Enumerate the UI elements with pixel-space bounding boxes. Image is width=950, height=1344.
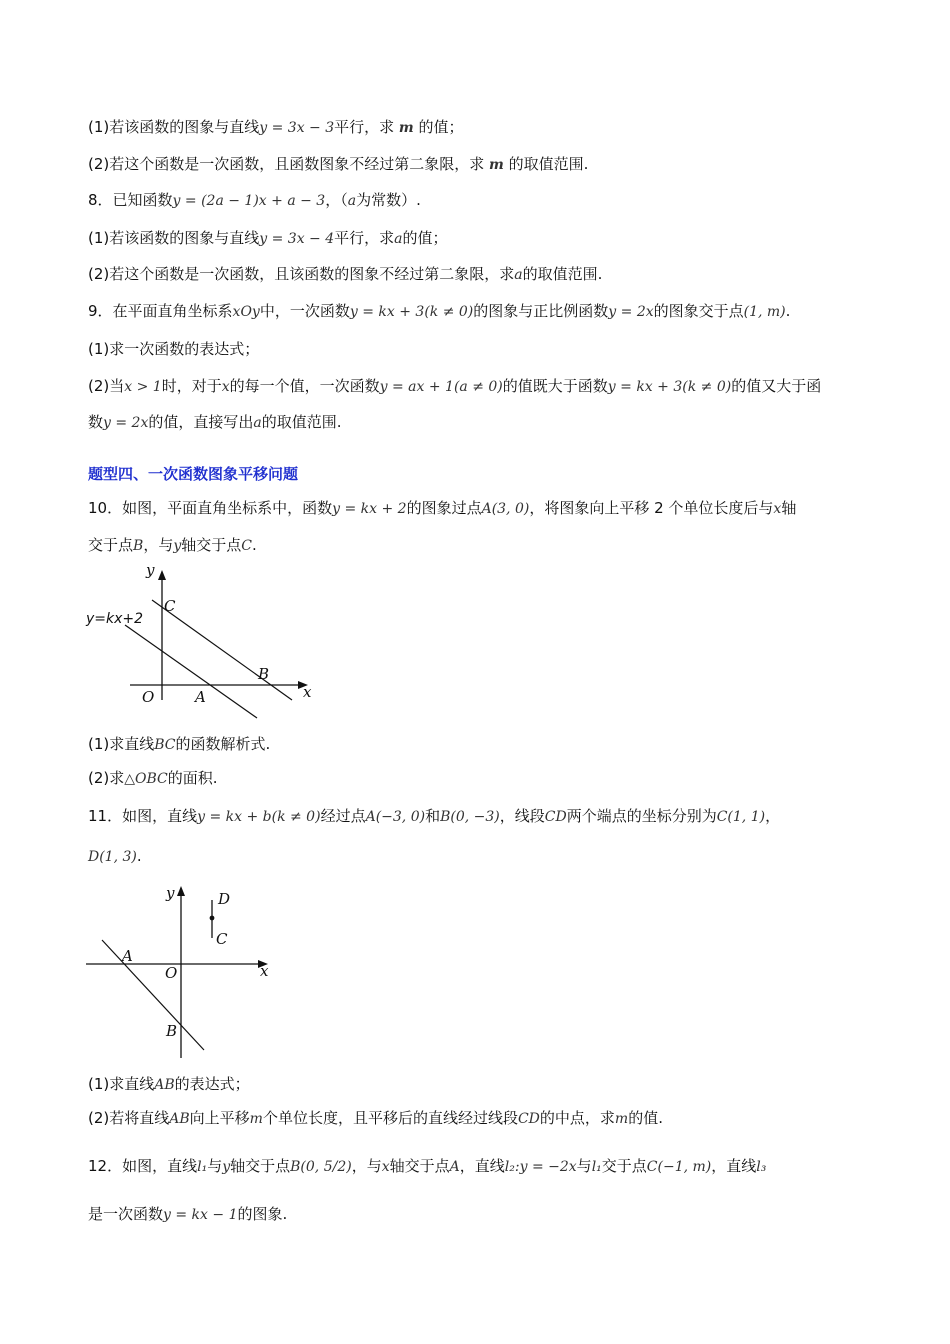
text: ，（ [325, 191, 348, 209]
text: (2)当 [88, 377, 125, 395]
text: ，与 [351, 1157, 382, 1175]
variable: x [773, 501, 782, 517]
point: B(0, 5/2) [290, 1159, 352, 1175]
text: 与 [207, 1157, 223, 1175]
text: (2)求 [88, 769, 125, 787]
equation: y = ax + 1(a ≠ 0) [379, 379, 503, 395]
variable: l₁ [591, 1159, 602, 1175]
variable: xOy [232, 304, 260, 320]
line-ab [102, 940, 204, 1050]
label-c: C [216, 930, 228, 948]
variable: x [221, 379, 230, 395]
variable: l₂: [504, 1159, 520, 1175]
variable: a [253, 415, 262, 431]
variable: a [394, 231, 403, 247]
text: 的图象与正比例函数 [473, 302, 609, 320]
point: (1, m) [743, 304, 786, 320]
variable: m [249, 1111, 263, 1127]
variable: m [614, 1111, 629, 1127]
q12-stem-cont [88, 1204, 287, 1225]
q11-stem-cont [88, 846, 142, 867]
label-y: y [166, 884, 175, 902]
text: ，线段 [499, 807, 545, 825]
text: 8．已知函数 [88, 191, 173, 209]
text: 轴交于点 [389, 1157, 450, 1175]
text: 的函数解析式. [175, 735, 271, 753]
q11-part2 [88, 1108, 663, 1129]
point: B(0, −3) [440, 809, 500, 825]
text: 的值又大于函 [731, 377, 822, 395]
condition: x > 1 [124, 379, 162, 395]
text: 10．如图，平面直角坐标系中，函数 [88, 499, 333, 517]
variable: y [173, 538, 182, 554]
text: 平行，求 [334, 229, 395, 247]
q11-stem [88, 806, 780, 827]
text: ，与 [143, 536, 174, 554]
text: ， [765, 807, 781, 825]
label-c: C [164, 597, 176, 615]
q10-stem-cont [88, 535, 257, 556]
text: (2)若这个函数是一次函数，且该函数的图象不经过第二象限，求 [88, 265, 515, 283]
text: ，直线 [459, 1157, 505, 1175]
variable: m [489, 157, 504, 173]
text: . [251, 536, 257, 554]
text: 9．在平面直角坐标系 [88, 302, 233, 320]
label-b: B [258, 665, 270, 683]
text: 中，一次函数 [259, 302, 350, 320]
text: 的图象过点 [406, 499, 482, 517]
equation: y = 2x [608, 304, 654, 320]
q9-part2 [88, 376, 821, 397]
q7-part1 [88, 117, 464, 138]
text: 经过点 [320, 807, 366, 825]
q7-part2 [88, 154, 588, 175]
text: 的每一个值，一次函数 [229, 377, 380, 395]
q11-part1 [88, 1074, 250, 1095]
text: (1)若该函数的图象与直线 [88, 118, 260, 136]
text: 两个端点的坐标分别为 [566, 807, 717, 825]
variable: AB [169, 1111, 190, 1127]
text: ，将图象向上平移 2 个单位长度后与 [529, 499, 774, 517]
equation: y = kx − 1 [163, 1207, 238, 1223]
section-title: 题型四、一次函数图象平移问题 [88, 465, 299, 483]
q10-part1 [88, 734, 270, 755]
label-a: A [122, 947, 133, 965]
text: (1)若该函数的图象与直线 [88, 229, 260, 247]
label-o: O [142, 688, 155, 706]
point: D(1, 3) [88, 849, 137, 865]
equation: y = kx + 2 [332, 501, 407, 517]
text: 的图象交于点 [653, 302, 744, 320]
variable: A [449, 1159, 460, 1175]
equation: y = 2x [103, 415, 149, 431]
variable: y [222, 1159, 231, 1175]
text: 轴交于点 [230, 1157, 291, 1175]
y-axis-arrow [177, 886, 185, 896]
equation: y = kx + 3(k ≠ 0) [607, 379, 732, 395]
text: (2)若这个函数是一次函数，且函数图象不经过第二象限，求 [88, 155, 490, 173]
equation: y = 3x − 4 [259, 231, 335, 247]
text: 的取值范围. [261, 413, 342, 431]
midpoint-dot [210, 916, 215, 921]
text: 的中点，求 [539, 1109, 615, 1127]
q12-stem [88, 1156, 766, 1177]
text: 向上平移 [189, 1109, 250, 1127]
text: 与 [576, 1157, 592, 1175]
variable: l₃ [756, 1159, 767, 1175]
q10-stem [88, 498, 796, 519]
q9-part1: (1)求一次函数的表达式； [88, 340, 260, 358]
variable: BC [154, 737, 176, 753]
text: . [136, 847, 142, 865]
text: (2)若将直线 [88, 1109, 170, 1127]
label-equation: y=kx+2 [86, 611, 144, 627]
text: 的图象. [237, 1205, 288, 1223]
point: C(−1, m) [646, 1159, 712, 1175]
label-b: B [166, 1022, 178, 1040]
text: (1)求直线 [88, 735, 155, 753]
text: 和 [425, 807, 441, 825]
point: A(3, 0) [481, 501, 530, 517]
variable: x [381, 1159, 390, 1175]
text: 平行，求 [334, 118, 399, 136]
text: 12．如图，直线 [88, 1157, 198, 1175]
equation: y = −2x [519, 1159, 577, 1175]
text: 的值. [628, 1109, 663, 1127]
text: 的表达式； [174, 1075, 250, 1093]
equation: y = kx + b(k ≠ 0) [197, 809, 321, 825]
q8-part2 [88, 264, 602, 285]
text: ，直线 [711, 1157, 757, 1175]
text: 的取值范围. [522, 265, 603, 283]
variable: l₁ [197, 1159, 208, 1175]
text: 交于点 [601, 1157, 647, 1175]
variable: m [398, 120, 414, 136]
point: C(1, 1) [716, 809, 766, 825]
text: 的值； [402, 229, 448, 247]
q11-figure [80, 878, 280, 1063]
y-axis-arrow [158, 570, 166, 580]
label-y: y [146, 561, 155, 579]
q9-part2-cont [88, 412, 342, 433]
text: 的面积. [167, 769, 218, 787]
variable: a [347, 193, 357, 209]
variable: △OBC [124, 771, 168, 787]
text: 时，对于 [161, 377, 222, 395]
q8-part1 [88, 228, 448, 249]
text: 为常数）. [356, 191, 421, 209]
text: 个单位长度，且平移后的直线经过线段 [262, 1109, 518, 1127]
text: 是一次函数 [88, 1205, 164, 1223]
equation: y = kx + 3(k ≠ 0) [349, 304, 474, 320]
text: 的值，直接写出 [148, 413, 254, 431]
text: 的值； [413, 118, 464, 136]
text: 轴 [781, 499, 797, 517]
q10-part2 [88, 768, 218, 789]
text: 11．如图，直线 [88, 807, 198, 825]
q9-stem [88, 301, 790, 322]
text: 数 [88, 413, 104, 431]
label-x: x [303, 683, 312, 701]
text: 的值既大于函数 [502, 377, 608, 395]
label-d: D [218, 890, 231, 908]
text: 轴交于点 [181, 536, 242, 554]
variable: a [514, 267, 523, 283]
variable: CD [517, 1111, 540, 1127]
point: A(−3, 0) [365, 809, 426, 825]
variable: B [133, 538, 144, 554]
text: 的取值范围. [503, 155, 589, 173]
variable: C [241, 538, 252, 554]
label-x: x [260, 962, 269, 980]
q10-figure [80, 560, 320, 725]
label-o: O [165, 964, 178, 982]
q8-stem [88, 190, 421, 211]
text: (1)求直线 [88, 1075, 155, 1093]
equation: y = (2a − 1)x + a − 3 [172, 193, 326, 209]
variable: AB [154, 1077, 175, 1093]
equation: y = 3x − 3 [259, 120, 335, 136]
text: . [785, 302, 791, 320]
text: 交于点 [88, 536, 134, 554]
label-a: A [195, 688, 206, 706]
variable: CD [544, 809, 567, 825]
